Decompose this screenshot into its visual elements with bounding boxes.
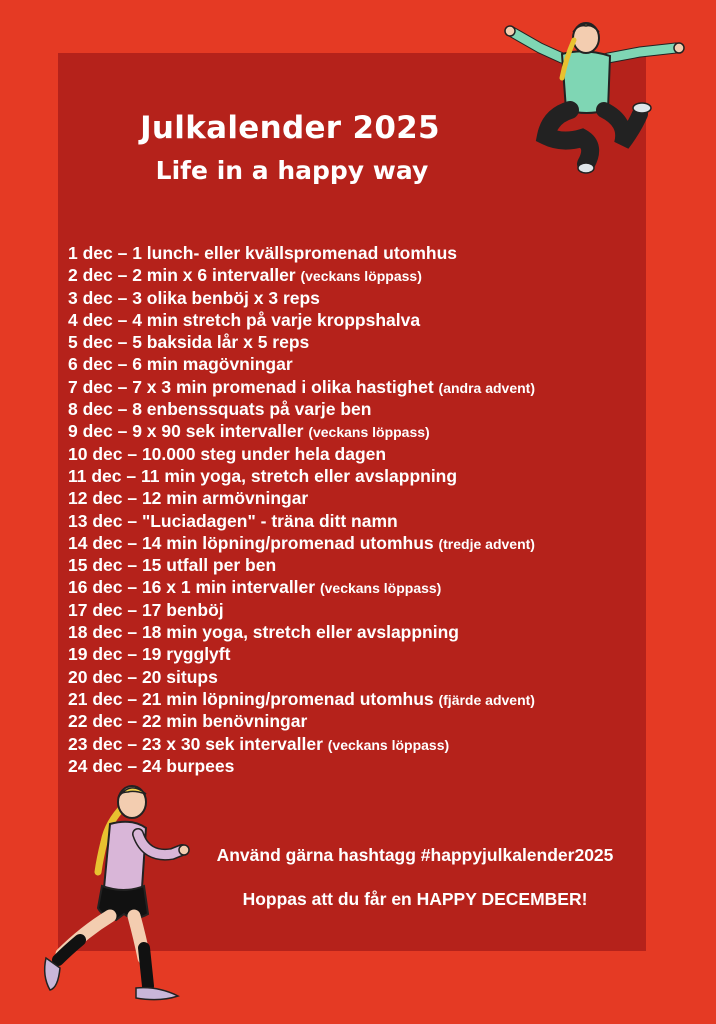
entry-text: 19 dec – 19 rygglyft [68, 644, 231, 665]
entry-text: 3 dec – 3 olika benböj x 3 reps [68, 287, 320, 308]
entry-text: 15 dec – 15 utfall per ben [68, 555, 277, 576]
entry-text: 24 dec – 24 burpees [68, 755, 235, 776]
entry-text: 18 dec – 18 min yoga, stretch eller avslappning [68, 622, 459, 643]
entry-text: 13 dec – "Luciadagen" - träna ditt namn [68, 510, 398, 531]
jumping-person-illustration [500, 18, 690, 178]
calendar-entry [68, 264, 535, 286]
entry-text: 12 dec – 12 min armövningar [68, 488, 309, 509]
entry-note: (fjärde advent) [438, 691, 535, 708]
calendar-entry [68, 309, 535, 331]
calendar-entry [68, 510, 535, 532]
entry-text: 2 dec – 2 min x 6 intervaller [68, 265, 301, 286]
page-subtitle: Life in a happy way [155, 156, 429, 185]
entry-text: 16 dec – 16 x 1 min intervaller [68, 577, 320, 598]
entry-note: (veckans löppass) [319, 580, 442, 597]
entry-text: 11 dec – 11 min yoga, stretch eller avslappning [68, 465, 458, 486]
calendar-entry [68, 643, 535, 665]
calendar-entry [68, 398, 535, 420]
calendar-entry [68, 621, 535, 643]
calendar-entry [68, 465, 535, 487]
calendar-entry [68, 599, 535, 621]
calendar-entry [68, 688, 535, 710]
calendar-entry [68, 554, 535, 576]
calendar-entry [68, 420, 535, 442]
calendar-entry [68, 353, 535, 375]
calendar-entry [68, 532, 535, 554]
entry-text: 6 dec – 6 min magövningar [68, 354, 293, 375]
entry-text: 20 dec – 20 situps [68, 666, 218, 687]
calendar-entry [68, 755, 535, 777]
entry-note: (veckans löppass) [300, 268, 422, 285]
hashtag-line: Använd gärna hashtagg #happyjulkalender2025 [216, 845, 614, 865]
calendar-entry [68, 710, 535, 732]
entry-text: 17 dec – 17 benböj [68, 599, 224, 620]
entry-note: (veckans löppass) [308, 424, 430, 441]
calendar-entry [68, 487, 535, 509]
page-title: Julkalender 2025 [140, 110, 440, 146]
entry-text: 21 dec – 21 min löpning/promenad utomhus [68, 688, 439, 709]
entry-note: (andra advent) [438, 379, 536, 396]
entry-note: (tredje advent) [438, 535, 535, 552]
calendar-entry [68, 242, 535, 264]
entry-text: 8 dec – 8 enbenssquats på varje ben [68, 399, 372, 420]
entry-text: 9 dec – 9 x 90 sek intervaller [68, 421, 309, 442]
entry-text: 7 dec – 7 x 3 min promenad i olika hastighet [68, 376, 439, 397]
calendar-entry [68, 733, 535, 755]
entry-text: 23 dec – 23 x 30 sek intervaller [68, 733, 328, 754]
entry-text: 22 dec – 22 min benövningar [68, 711, 308, 732]
calendar-entry [68, 576, 535, 598]
calendar-entry [68, 287, 535, 309]
calendar-entry [68, 443, 535, 465]
calendar-entry [68, 666, 535, 688]
calendar-list [68, 242, 535, 777]
greeting-line: Hoppas att du får en HAPPY DECEMBER! [242, 889, 588, 909]
entry-text: 10 dec – 10.000 steg under hela dagen [68, 443, 387, 464]
calendar-entry [68, 331, 535, 353]
entry-text: 1 dec – 1 lunch- eller kvällspromenad utomhus [68, 243, 458, 263]
entry-text: 5 dec – 5 baksida lår x 5 reps [68, 332, 310, 353]
entry-text: 14 dec – 14 min löpning/promenad utomhus [68, 532, 439, 553]
running-woman-illustration [28, 782, 198, 1012]
entry-note: (veckans löppass) [327, 736, 450, 753]
entry-text: 4 dec – 4 min stretch på varje kroppshalva [68, 309, 421, 330]
calendar-entry [68, 376, 535, 398]
